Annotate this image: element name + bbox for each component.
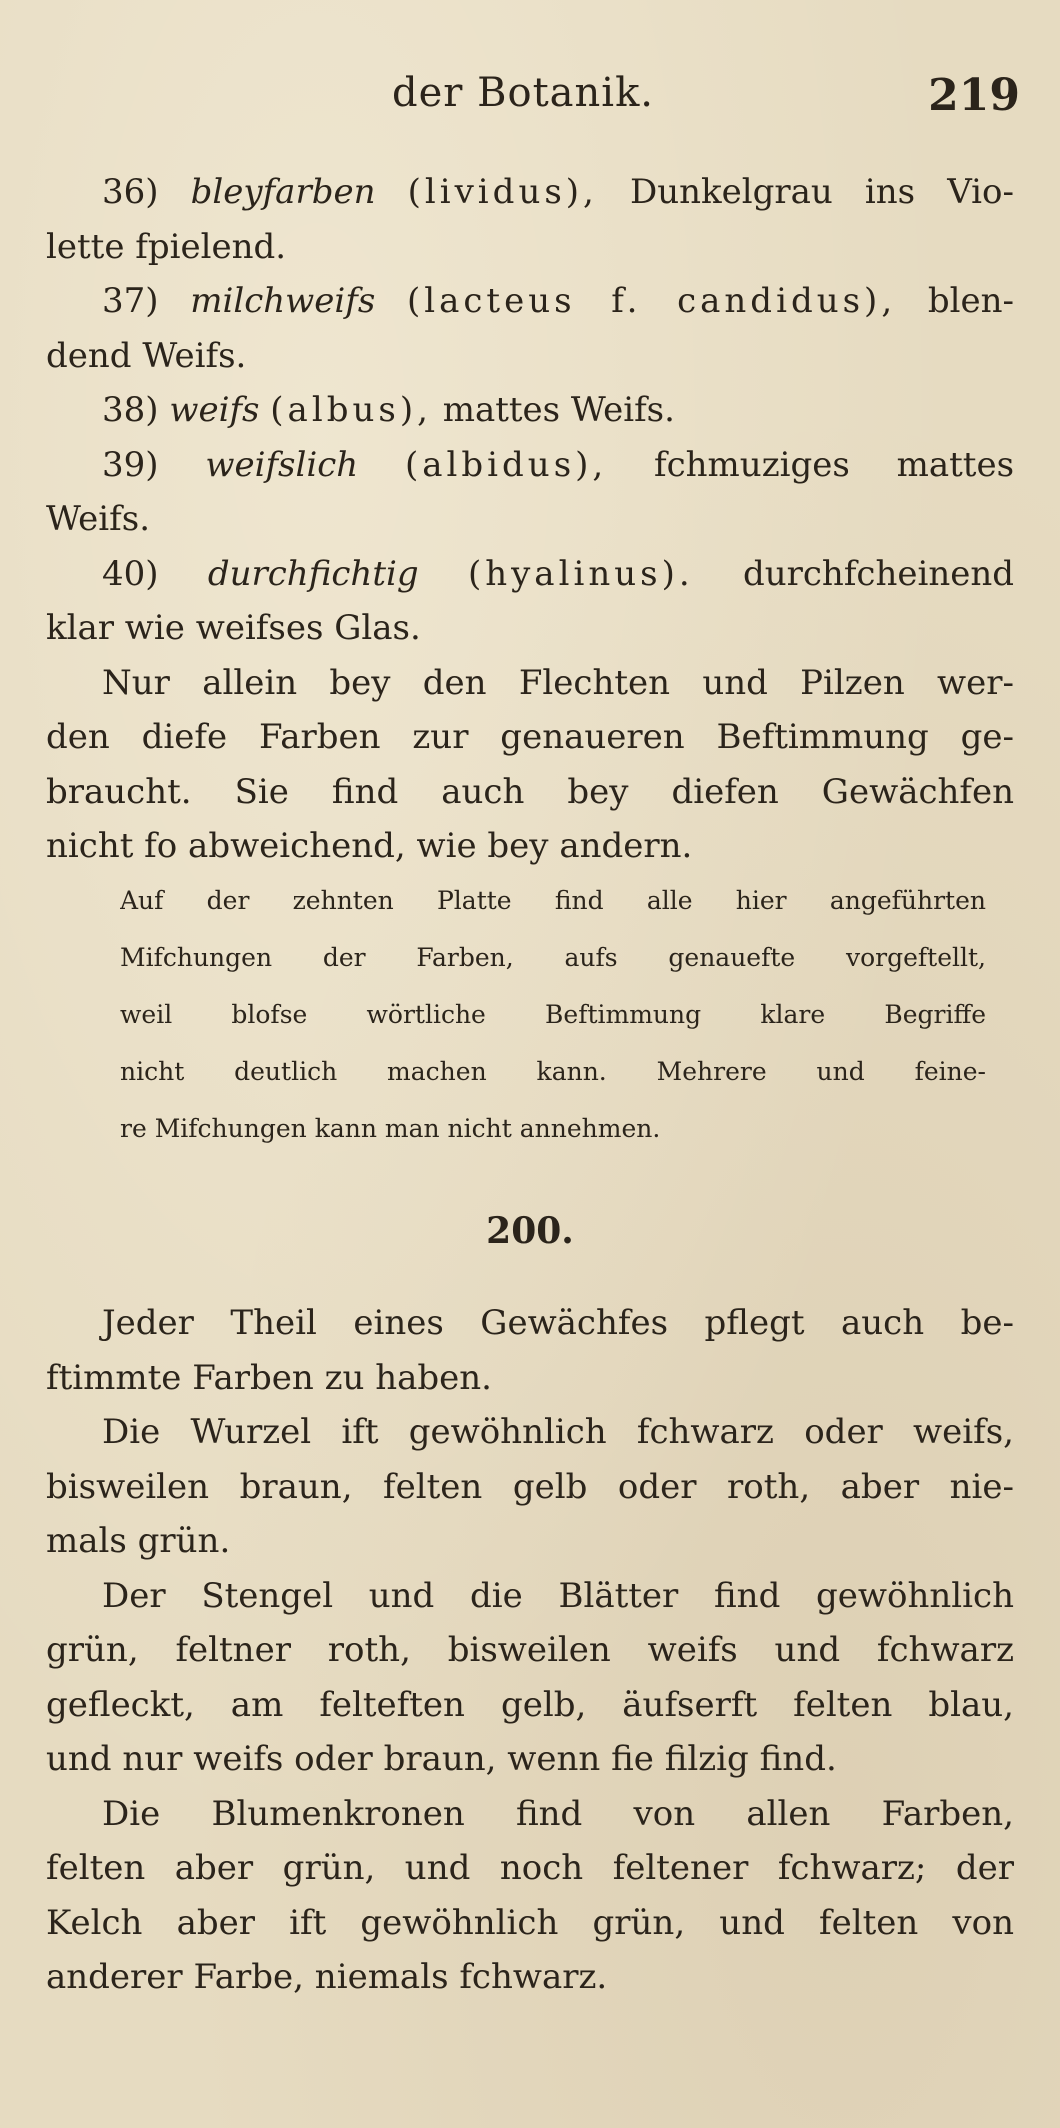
- paragraph-line: Jeder Theil eines Gewächfes pflegt auch be-: [102, 1303, 1014, 1343]
- entry-37-line-1: 37) milchweifs (lacteus f. candidus), blen-: [102, 281, 1014, 321]
- entry-latin: (lividus),: [407, 172, 598, 212]
- paragraph-line: braucht. Sie find auch bey diefen Gewächfen: [46, 771, 1014, 812]
- page-header: [0, 70, 1060, 130]
- entry-38-line-1: 38) weifs (albus), mattes Weifs.: [102, 390, 675, 430]
- note-line: re Mifchungen kann man nicht annehmen.: [120, 1114, 661, 1143]
- entry-term: milchweifs: [190, 281, 376, 321]
- page-number: 219: [928, 70, 1020, 121]
- entry-latin: (lacteus f. candidus),: [406, 281, 897, 321]
- footnote-block: [120, 872, 986, 1157]
- paragraph-line: ftimmte Farben zu haben.: [46, 1357, 492, 1398]
- entry-term: weifslich: [205, 444, 359, 485]
- paragraph-line: Kelch aber ift gewöhnlich grün, und felten von: [46, 1902, 1014, 1943]
- paragraph-line: felten aber grün, und noch feltener fchwarz; der: [46, 1848, 1014, 1888]
- section-number: 200.: [486, 1210, 574, 1252]
- entry-latin: (albus),: [270, 390, 432, 430]
- paragraph-line: nicht fo abweichend, wie bey andern.: [46, 826, 693, 866]
- organ-colors-text: [46, 1296, 1014, 2005]
- entry-term: weifs: [169, 390, 260, 430]
- entry-40-line-1: 40) durchfichtig (hyalinus). durchfcheinend: [102, 553, 1014, 594]
- note-line: Auf der zehnten Platte find alle hier angeführten: [120, 886, 986, 915]
- paragraph-line: mals grün.: [46, 1521, 231, 1561]
- color-term-list: [46, 165, 1014, 874]
- paragraph-line: bisweilen braun, felten gelb oder roth, aber nie-: [46, 1466, 1014, 1507]
- note-line: weil blofse wörtliche Beftimmung klare Begriffe: [120, 1000, 986, 1029]
- entry-37-line-2: dend Weifs.: [46, 335, 247, 376]
- note-line: Mifchungen der Farben, aufs genauefte vorgeftellt,: [120, 943, 986, 972]
- entry-latin: (albidus),: [404, 444, 608, 485]
- note-line: nicht deutlich machen kann. Mehrere und feine-: [120, 1057, 986, 1086]
- paragraph-line: gefleckt, am felteften gelb, äufserft felten blau,: [46, 1684, 1014, 1725]
- paragraph-line: Die Blumenkronen find von allen Farben,: [102, 1793, 1014, 1834]
- paragraph-line: grün, feltner roth, bisweilen weifs und fchwarz: [46, 1630, 1014, 1670]
- paragraph-line: Nur allein bey den Flechten und Pilzen wer-: [102, 662, 1014, 703]
- paragraph-line: Der Stengel und die Blätter find gewöhnlich: [102, 1575, 1014, 1616]
- entry-39-line-1: 39) weifslich (albidus), fchmuziges mattes: [102, 444, 1014, 485]
- running-head: der Botanik.: [392, 70, 655, 116]
- paragraph-line: und nur weifs oder braun, wenn fie filzig find.: [46, 1739, 837, 1779]
- paragraph-line: anderer Farbe, niemals fchwarz.: [46, 1957, 608, 1997]
- entry-40-line-2: klar wie weifses Glas.: [46, 608, 421, 648]
- paragraph-line: den diefe Farben zur genaueren Beftimmung ge-: [46, 717, 1014, 757]
- entry-39-line-2: Weifs.: [46, 499, 151, 539]
- paragraph-line: Die Wurzel ift gewöhnlich fchwarz oder weifs,: [102, 1412, 1014, 1452]
- entry-36-line-2: lette fpielend.: [46, 226, 287, 267]
- entry-36-line-1: 36) bleyfarben (lividus), Dunkelgrau ins Vio-: [102, 172, 1014, 212]
- entry-term: bleyfarben: [190, 172, 376, 212]
- entry-latin: (hyalinus).: [467, 553, 694, 594]
- entry-term: durchfichtig: [207, 553, 419, 594]
